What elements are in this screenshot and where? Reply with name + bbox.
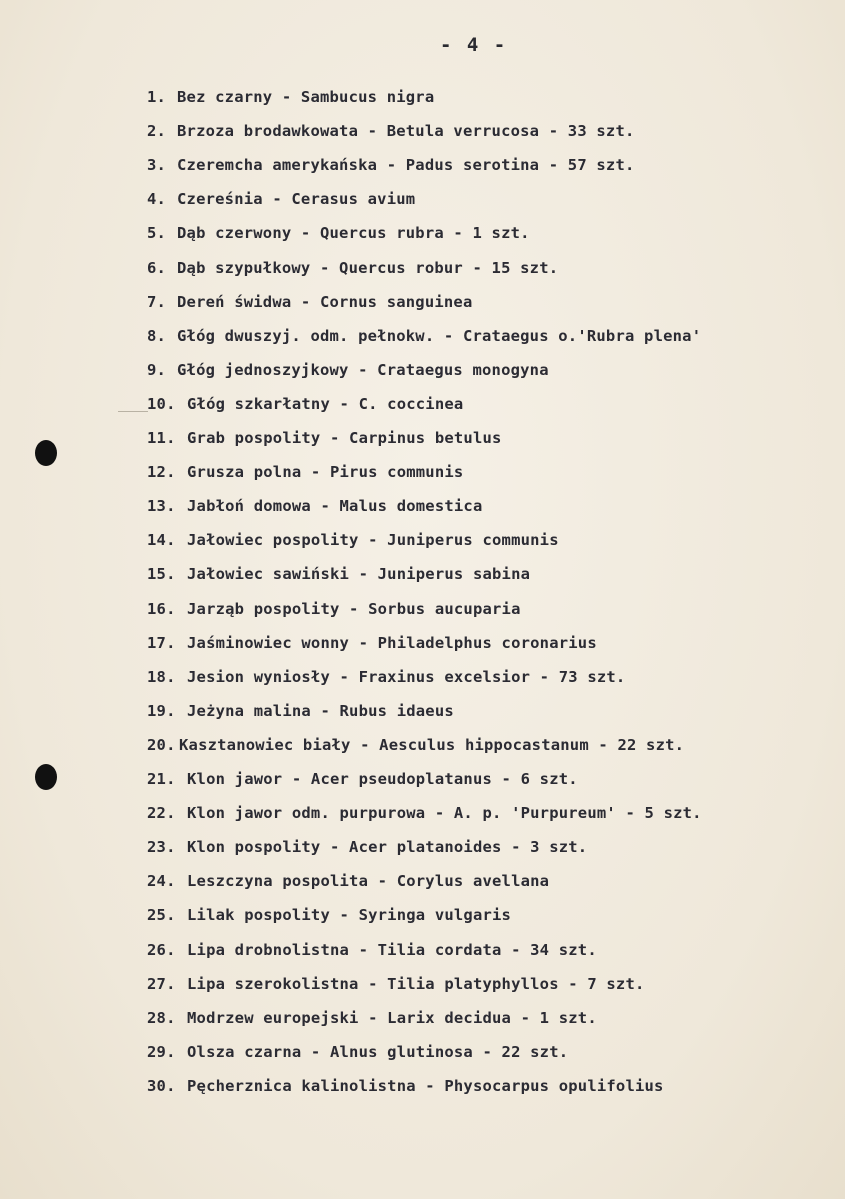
list-item bbox=[147, 190, 415, 208]
list-item bbox=[147, 736, 684, 754]
list-item-number: 16. bbox=[147, 599, 176, 618]
margin-mark bbox=[118, 411, 148, 412]
list-item-number: 23. bbox=[147, 838, 176, 857]
list-item-number: 18. bbox=[147, 667, 176, 686]
list-item-number: 30. bbox=[147, 1076, 176, 1095]
list-item bbox=[147, 975, 645, 993]
list-item-number: 1. bbox=[147, 88, 167, 106]
list-item bbox=[147, 463, 463, 481]
list-item-number: 17. bbox=[147, 633, 176, 652]
list-item bbox=[147, 634, 597, 652]
list-item-number: 10. bbox=[147, 394, 176, 413]
list-item bbox=[147, 88, 434, 106]
list-item-text: Jałowiec pospolity - Juniperus communis bbox=[187, 531, 559, 550]
list-item-text: Jabłoń domowa - Malus domestica bbox=[187, 497, 483, 516]
list-item bbox=[147, 565, 530, 583]
list-item bbox=[147, 531, 559, 549]
list-item bbox=[147, 941, 597, 959]
list-item bbox=[147, 1043, 568, 1061]
list-item-number: 3. bbox=[147, 156, 167, 175]
list-item-number: 15. bbox=[147, 565, 176, 584]
list-item-number: 21. bbox=[147, 770, 176, 788]
list-item-text: Czeremcha amerykańska - Padus serotina - 57 szt. bbox=[177, 156, 635, 175]
list-item-text: Jaśminowiec wonny - Philadelphus coronarius bbox=[187, 633, 597, 652]
list-item bbox=[147, 906, 511, 924]
list-item bbox=[147, 156, 635, 174]
list-item-number: 20. bbox=[147, 735, 176, 754]
list-item bbox=[147, 702, 454, 720]
list-item-text: Pęcherznica kalinolistna - Physocarpus opulifolius bbox=[187, 1076, 664, 1095]
list-item-number: 13. bbox=[147, 497, 176, 516]
list-item-text: Jeżyna malina - Rubus idaeus bbox=[187, 701, 454, 720]
list-item bbox=[147, 600, 521, 618]
list-item-number: 8. bbox=[147, 326, 167, 345]
list-item-number: 7. bbox=[147, 292, 167, 311]
list-item bbox=[147, 804, 702, 822]
list-item-text: Dereń świdwa - Cornus sanguinea bbox=[177, 292, 473, 311]
list-item-text: Klon pospolity - Acer platanoides - 3 szt. bbox=[187, 838, 588, 857]
list-item-text: Kasztanowiec biały - Aesculus hippocastanum - 22 szt. bbox=[179, 735, 685, 754]
list-item-text: Klon jawor - Acer pseudoplatanus - 6 szt. bbox=[187, 770, 578, 788]
list-item-text: Głóg szkarłatny - C. coccinea bbox=[187, 394, 464, 413]
list-item-text: Lilak pospolity - Syringa vulgaris bbox=[187, 906, 512, 925]
list-item-number: 26. bbox=[147, 940, 176, 959]
list-item-number: 4. bbox=[147, 190, 167, 209]
list-item bbox=[147, 361, 549, 379]
list-item-number: 2. bbox=[147, 122, 167, 141]
list-item-number: 27. bbox=[147, 974, 176, 993]
list-item-text: Jałowiec sawiński - Juniperus sabina bbox=[187, 565, 531, 584]
list-item-number: 24. bbox=[147, 872, 176, 891]
list-item-text: Dąb czerwony - Quercus rubra - 1 szt. bbox=[177, 224, 530, 243]
list-item-number: 11. bbox=[147, 429, 176, 447]
list-item bbox=[147, 497, 483, 515]
list-item bbox=[147, 429, 502, 447]
list-item-text: Leszczyna pospolita - Corylus avellana bbox=[187, 872, 550, 891]
list-item bbox=[147, 293, 473, 311]
list-item bbox=[147, 122, 635, 140]
punch-hole-top bbox=[35, 440, 57, 466]
list-item-text: Lipa drobnolistna - Tilia cordata - 34 szt. bbox=[187, 940, 597, 959]
list-item-text: Lipa szerokolistna - Tilia platyphyllos - 7 szt. bbox=[187, 974, 645, 993]
list-item-text: Modrzew europejski - Larix decidua - 1 szt. bbox=[187, 1008, 597, 1027]
list-item-number: 14. bbox=[147, 531, 176, 550]
list-item bbox=[147, 259, 558, 277]
list-item-number: 29. bbox=[147, 1042, 176, 1061]
list-item bbox=[147, 1009, 597, 1027]
list-item bbox=[147, 872, 549, 890]
list-item bbox=[147, 327, 701, 345]
list-item-text: Jarząb pospolity - Sorbus aucuparia bbox=[187, 599, 521, 618]
list-item bbox=[147, 838, 587, 856]
punch-hole-bottom bbox=[35, 764, 57, 790]
list-item-text: Głóg dwuszyj. odm. pełnokw. - Crataegus o.'Rubra plena' bbox=[177, 326, 702, 345]
list-item-number: 6. bbox=[147, 258, 167, 277]
list-item-number: 12. bbox=[147, 463, 176, 482]
list-item-number: 25. bbox=[147, 906, 176, 925]
list-item-text: Bez czarny - Sambucus nigra bbox=[177, 88, 435, 106]
list-item-text: Czereśnia - Cerasus avium bbox=[177, 190, 416, 209]
page-number: - 4 - bbox=[440, 34, 508, 56]
list-item bbox=[147, 224, 530, 242]
list-item-number: 22. bbox=[147, 804, 176, 823]
list-item-text: Grab pospolity - Carpinus betulus bbox=[187, 429, 502, 447]
list-item-text: Klon jawor odm. purpurowa - A. p. 'Purpureum' - 5 szt. bbox=[187, 804, 702, 823]
list-item-number: 19. bbox=[147, 701, 176, 720]
list-item-text: Głóg jednoszyjkowy - Crataegus monogyna bbox=[177, 360, 549, 379]
list-item-text: Olsza czarna - Alnus glutinosa - 22 szt. bbox=[187, 1042, 569, 1061]
list-item-number: 28. bbox=[147, 1008, 176, 1027]
list-item bbox=[147, 1077, 664, 1095]
list-item bbox=[147, 770, 578, 788]
list-item-text: Brzoza brodawkowata - Betula verrucosa - 33 szt. bbox=[177, 122, 635, 141]
list-item bbox=[147, 395, 463, 413]
list-item bbox=[147, 668, 625, 686]
list-item-number: 9. bbox=[147, 360, 167, 379]
list-item-text: Jesion wyniosły - Fraxinus excelsior - 73 szt. bbox=[187, 667, 626, 686]
list-item-text: Grusza polna - Pirus communis bbox=[187, 463, 464, 482]
list-item-number: 5. bbox=[147, 224, 167, 243]
list-item-text: Dąb szypułkowy - Quercus robur - 15 szt. bbox=[177, 258, 559, 277]
